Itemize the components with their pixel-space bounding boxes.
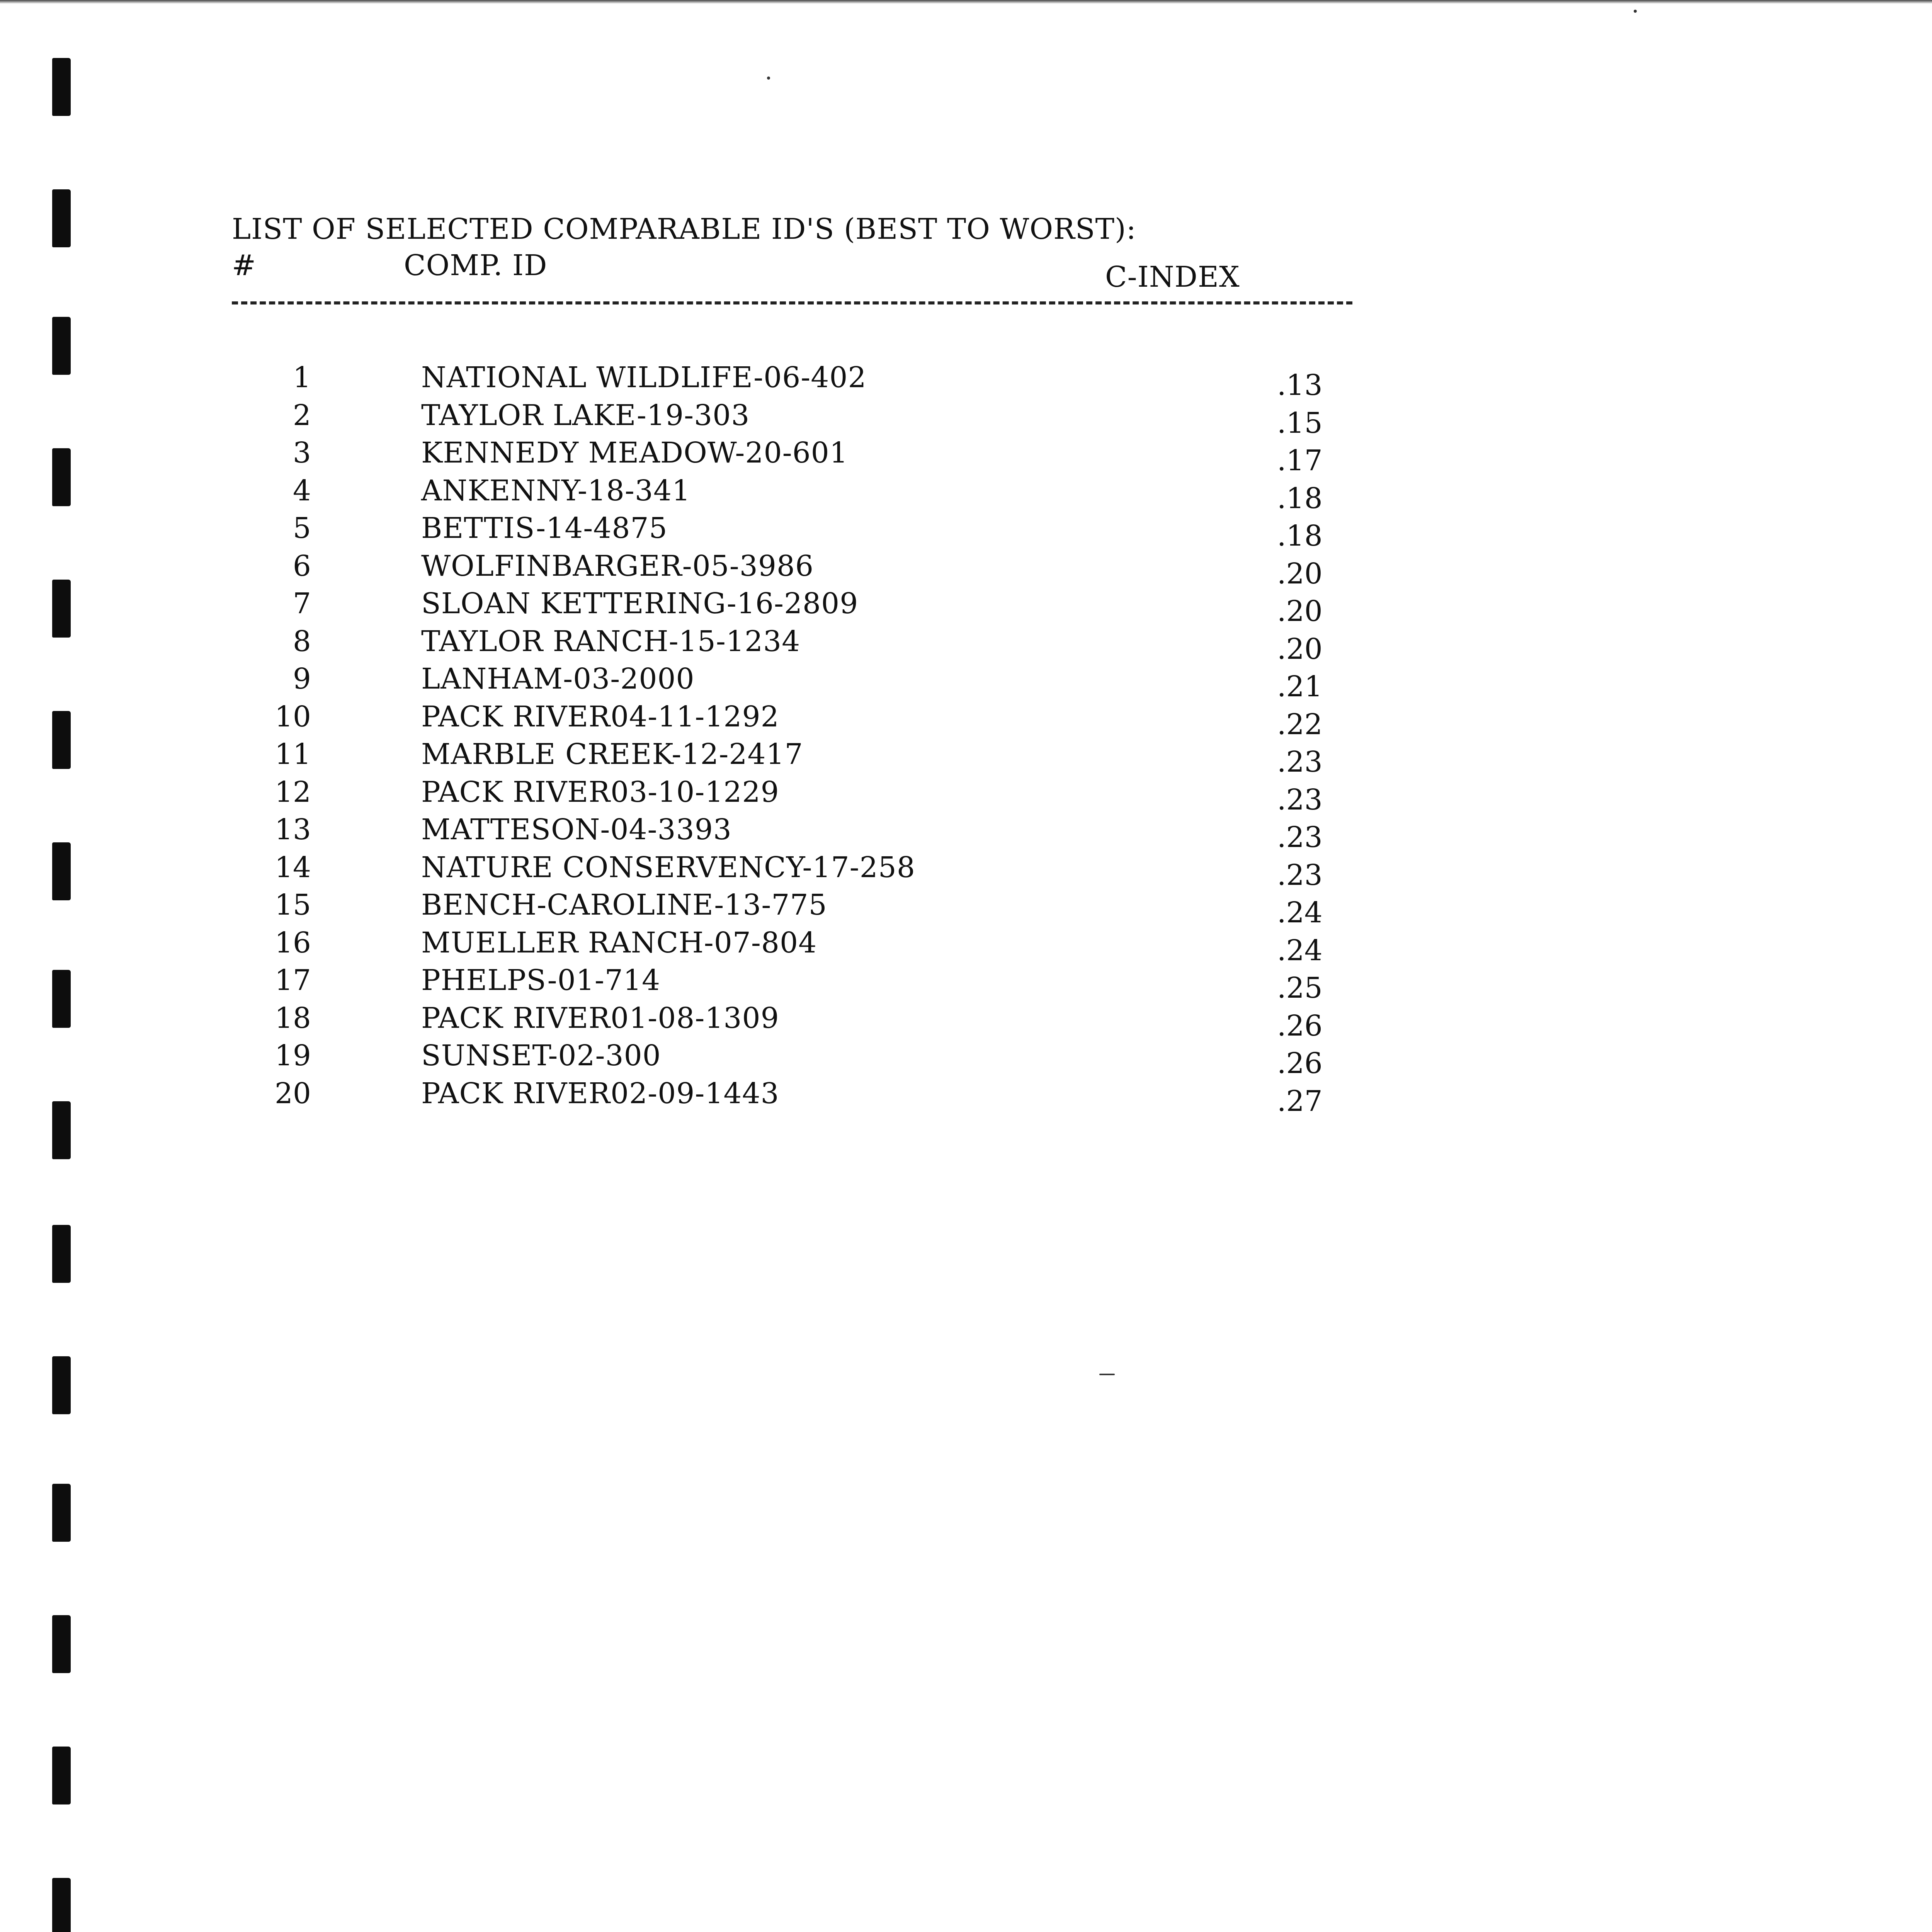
row-c-index: .23	[1277, 858, 1323, 892]
binding-hole-mark	[52, 711, 71, 769]
row-number: 1	[293, 361, 311, 394]
row-number: 3	[293, 436, 311, 469]
row-comp-id: LANHAM-03-2000	[421, 662, 695, 696]
row-comp-id: TAYLOR RANCH-15-1234	[421, 624, 801, 658]
binding-hole-mark	[52, 317, 71, 375]
header-number: #	[232, 249, 257, 282]
binding-hole-mark	[52, 1615, 71, 1673]
row-c-index: .20	[1277, 632, 1323, 666]
row-c-index: .24	[1277, 934, 1323, 967]
header-divider	[232, 301, 1352, 304]
row-c-index: .26	[1277, 1047, 1323, 1080]
row-comp-id: MATTESON-04-3393	[421, 813, 732, 846]
row-number: 17	[274, 964, 311, 997]
row-number: 20	[274, 1077, 311, 1110]
row-number: 2	[293, 398, 311, 432]
row-c-index: .23	[1277, 745, 1323, 779]
row-number: 13	[274, 813, 311, 846]
row-comp-id: KENNEDY MEADOW-20-601	[421, 436, 848, 469]
binding-hole-mark	[52, 970, 71, 1028]
row-c-index: .13	[1277, 369, 1323, 402]
binding-hole-mark	[52, 58, 71, 116]
row-comp-id: PACK RIVER01-08-1309	[421, 1001, 779, 1035]
scan-speck	[1634, 10, 1637, 13]
row-comp-id: NATURE CONSERVENCY-17-258	[421, 850, 915, 884]
row-number: 5	[293, 512, 311, 545]
row-c-index: .18	[1277, 481, 1323, 515]
row-number: 11	[274, 738, 311, 771]
row-c-index: .17	[1277, 444, 1323, 477]
row-comp-id: BETTIS-14-4875	[421, 512, 668, 545]
binding-hole-mark	[52, 1356, 71, 1414]
binding-hole-mark	[52, 1484, 71, 1542]
binding-hole-mark	[52, 1878, 71, 1932]
row-comp-id: PACK RIVER03-10-1229	[421, 775, 779, 809]
row-comp-id: WOLFINBARGER-05-3986	[421, 549, 814, 583]
row-comp-id: SLOAN KETTERING-16-2809	[421, 587, 859, 620]
binding-hole-mark	[52, 580, 71, 638]
row-c-index: .20	[1277, 595, 1323, 628]
row-c-index: .18	[1277, 519, 1323, 553]
row-c-index: .27	[1277, 1084, 1323, 1118]
row-comp-id: ANKENNY-18-341	[421, 474, 691, 507]
row-comp-id: MARBLE CREEK-12-2417	[421, 738, 803, 771]
row-comp-id: PACK RIVER04-11-1292	[421, 700, 779, 733]
row-number: 10	[274, 700, 311, 733]
row-c-index: .26	[1277, 1009, 1323, 1043]
row-number: 18	[274, 1001, 311, 1035]
row-comp-id: SUNSET-02-300	[421, 1039, 661, 1072]
row-number: 16	[274, 926, 311, 959]
row-c-index: .23	[1277, 821, 1323, 854]
scan-speck	[767, 77, 770, 80]
row-c-index: .20	[1277, 557, 1323, 590]
row-number: 19	[274, 1039, 311, 1072]
binding-hole-mark	[52, 448, 71, 506]
binding-hole-mark	[52, 1747, 71, 1804]
row-number: 15	[274, 888, 311, 922]
row-c-index: .22	[1277, 707, 1323, 741]
row-c-index: .23	[1277, 783, 1323, 816]
binding-hole-mark	[52, 189, 71, 247]
row-c-index: .15	[1277, 406, 1323, 440]
row-c-index: .24	[1277, 896, 1323, 929]
row-comp-id: PACK RIVER02-09-1443	[421, 1077, 779, 1110]
row-number: 12	[274, 775, 311, 809]
row-comp-id: NATIONAL WILDLIFE-06-402	[421, 361, 867, 394]
scan-speck	[1099, 1374, 1115, 1375]
row-comp-id: PHELPS-01-714	[421, 964, 661, 997]
row-comp-id: TAYLOR LAKE-19-303	[421, 398, 750, 432]
page-top-edge	[0, 0, 1932, 4]
row-number: 14	[274, 850, 311, 884]
row-comp-id: BENCH-CAROLINE-13-775	[421, 888, 827, 922]
binding-hole-mark	[52, 842, 71, 900]
row-number: 6	[293, 549, 311, 583]
binding-hole-mark	[52, 1225, 71, 1283]
row-c-index: .25	[1277, 971, 1323, 1005]
row-comp-id: MUELLER RANCH-07-804	[421, 926, 817, 959]
binding-hole-mark	[52, 1101, 71, 1159]
row-number: 9	[293, 662, 311, 696]
header-c-index: C-INDEX	[1105, 260, 1240, 294]
row-c-index: .21	[1277, 670, 1323, 703]
header-comp-id: COMP. ID	[404, 249, 548, 282]
row-number: 8	[293, 624, 311, 658]
document-title: LIST OF SELECTED COMPARABLE ID'S (BEST TO WORST):	[232, 213, 1136, 246]
row-number: 7	[293, 587, 311, 620]
row-number: 4	[293, 474, 311, 507]
